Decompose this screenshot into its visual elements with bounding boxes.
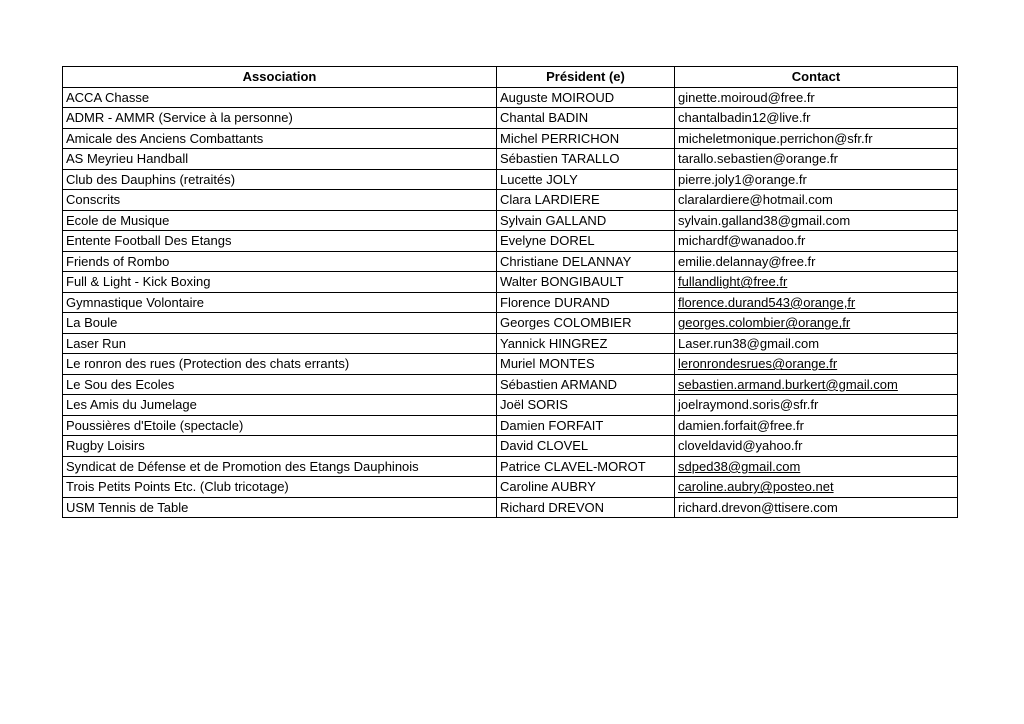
table-row [63,456,958,477]
header-president: Président (e) [497,67,675,88]
president-cell: Auguste MOIROUD [497,87,675,108]
contact-cell [675,190,958,211]
association-cell: Friends of Rombo [63,251,497,272]
table-row [63,149,958,170]
table-row [63,231,958,252]
president-cell: Chantal BADIN [497,108,675,129]
contact-email-link[interactable]: florence.durand543@orange,fr [678,294,856,310]
table-row [63,87,958,108]
contact-email: pierre.joly1@orange.fr [678,171,807,187]
contact-email: micheletmonique.perrichon@sfr.fr [678,130,873,146]
association-cell: Syndicat de Défense et de Promotion des Etangs Dauphinois [63,456,497,477]
president-cell: Walter BONGIBAULT [497,272,675,293]
president-cell: Sylvain GALLAND [497,210,675,231]
president-cell: Damien FORFAIT [497,415,675,436]
contact-email: richard.drevon@ttisere.com [678,499,838,515]
contact-email-link[interactable]: caroline.aubry@posteo.net [678,479,834,495]
association-cell: La Boule [63,313,497,334]
contact-cell [675,374,958,395]
contact-email: cloveldavid@yahoo.fr [678,438,803,454]
contact-cell [675,436,958,457]
president-cell: Richard DREVON [497,497,675,518]
table-row [63,395,958,416]
association-cell: Le ronron des rues (Protection des chats errants) [63,354,497,375]
contact-email: sylvain.galland38@gmail.com [678,212,851,228]
president-cell: David CLOVEL [497,436,675,457]
president-cell: Caroline AUBRY [497,477,675,498]
contact-cell [675,477,958,498]
contact-cell [675,231,958,252]
contact-email: emilie.delannay@free.fr [678,253,816,269]
associations-table [62,66,958,518]
contact-email-link[interactable]: sdped38@gmail.com [678,458,801,474]
contact-email-link[interactable]: fullandlight@free.fr [678,274,788,290]
contact-cell [675,497,958,518]
president-cell: Michel PERRICHON [497,128,675,149]
association-cell: Club des Dauphins (retraités) [63,169,497,190]
contact-email: joelraymond.soris@sfr.fr [678,397,819,413]
contact-email-link[interactable]: leronrondesrues@orange.fr [678,356,838,372]
association-cell: Poussières d'Etoile (spectacle) [63,415,497,436]
table-row [63,477,958,498]
president-cell: Patrice CLAVEL-MOROT [497,456,675,477]
table-row [63,128,958,149]
contact-cell [675,456,958,477]
contact-email-link[interactable]: sebastien.armand.burkert@gmail.com [678,376,898,392]
association-cell: USM Tennis de Table [63,497,497,518]
table-row [63,108,958,129]
association-cell: Les Amis du Jumelage [63,395,497,416]
table-row [63,333,958,354]
contact-cell [675,251,958,272]
association-cell: Rugby Loisirs [63,436,497,457]
president-cell: Florence DURAND [497,292,675,313]
president-cell: Sébastien TARALLO [497,149,675,170]
table-row [63,415,958,436]
table-body [63,87,958,518]
president-cell: Christiane DELANNAY [497,251,675,272]
table-row [63,497,958,518]
contact-cell [675,210,958,231]
contact-cell [675,395,958,416]
contact-cell [675,149,958,170]
association-cell: Amicale des Anciens Combattants [63,128,497,149]
table-row [63,313,958,334]
association-cell: Le Sou des Ecoles [63,374,497,395]
contact-cell [675,354,958,375]
table-row [63,374,958,395]
association-cell: AS Meyrieu Handball [63,149,497,170]
table-row [63,190,958,211]
contact-email-link[interactable]: georges.colombier@orange,fr [678,315,851,331]
association-cell: Laser Run [63,333,497,354]
president-cell: Clara LARDIERE [497,190,675,211]
contact-email: michardf@wanadoo.fr [678,233,806,249]
table-row [63,354,958,375]
president-cell: Evelyne DOREL [497,231,675,252]
president-cell: Lucette JOLY [497,169,675,190]
president-cell: Joël SORIS [497,395,675,416]
contact-cell [675,128,958,149]
contact-email: chantalbadin12@live.fr [678,110,811,126]
table-row [63,436,958,457]
association-cell: Trois Petits Points Etc. (Club tricotage) [63,477,497,498]
header-contact: Contact [675,67,958,88]
contact-email: Laser.run38@gmail.com [678,335,820,351]
president-cell: Yannick HINGREZ [497,333,675,354]
table-row [63,251,958,272]
table-row [63,169,958,190]
table-row [63,272,958,293]
contact-cell [675,108,958,129]
contact-email: tarallo.sebastien@orange.fr [678,151,838,167]
contact-email: damien.forfait@free.fr [678,417,804,433]
association-cell: Entente Football Des Etangs [63,231,497,252]
contact-cell [675,333,958,354]
association-cell: Conscrits [63,190,497,211]
contact-cell [675,292,958,313]
association-cell: Gymnastique Volontaire [63,292,497,313]
association-cell: ADMR - AMMR (Service à la personne) [63,108,497,129]
association-cell: Ecole de Musique [63,210,497,231]
contact-cell [675,272,958,293]
contact-email: claralardiere@hotmail.com [678,192,833,208]
contact-cell [675,313,958,334]
contact-cell [675,169,958,190]
president-cell: Muriel MONTES [497,354,675,375]
header-row [63,67,958,88]
table-row [63,210,958,231]
association-cell: ACCA Chasse [63,87,497,108]
contact-cell [675,87,958,108]
president-cell: Sébastien ARMAND [497,374,675,395]
table-row [63,292,958,313]
association-cell: Full & Light - Kick Boxing [63,272,497,293]
contact-cell [675,415,958,436]
contact-email: ginette.moiroud@free.fr [678,89,815,105]
table-header [63,67,958,88]
president-cell: Georges COLOMBIER [497,313,675,334]
header-association: Association [63,67,497,88]
